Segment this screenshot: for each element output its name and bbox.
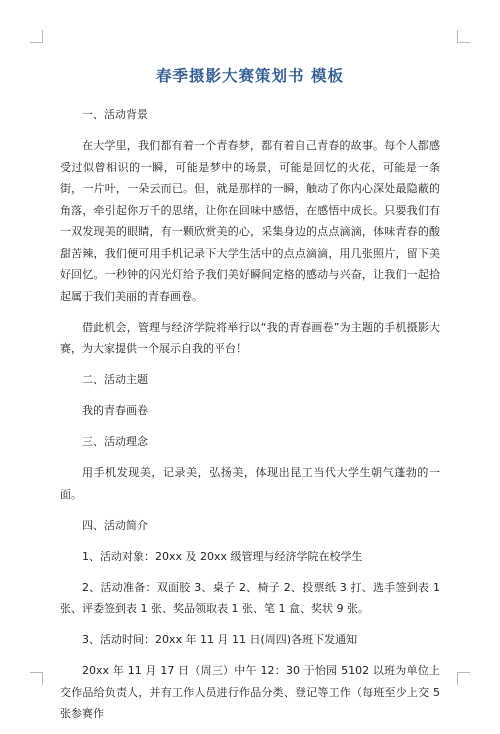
paragraph-preparation: 2、活动准备：双面胶 3、桌子 2、椅子 2、投票纸 3 打、选手签到表 1 张、评委签到表 1 张、奖品领取表 1 张、笔 1 盒、奖状 9 张。	[60, 580, 440, 615]
crop-mark-bottom-left	[30, 672, 43, 685]
document-title: 春季摄影大赛策划书 模板	[156, 67, 344, 85]
paragraph-concept: 用手机发现美，记录美，弘扬美，体现出昆工当代大学生朝气蓬勃的一面。	[60, 466, 440, 501]
paragraph-opportunity: 借此机会，管理与经济学院将举行以“我的青春画卷”为主题的手机摄影大赛，为大家提供一个展示自我的平台！	[60, 320, 440, 355]
section-heading-overview: 四、活动简介	[82, 518, 148, 532]
section-heading-concept: 三、活动理念	[82, 435, 148, 448]
crop-mark-bottom-right	[457, 672, 470, 685]
section-heading-background: 一、活动背景	[82, 108, 148, 121]
crop-mark-top-right	[457, 30, 470, 43]
paragraph-theme: 我的青春画卷	[82, 404, 148, 417]
document-body	[60, 104, 440, 734]
paragraph-schedule: 20xx 年 11 月 17 日（周三）中午 12：30 于怡园 5102 以班为单位上交作品给负责人，并有工作人员进行作品分类、登记等工作（每班至少上交 5 张参赛作	[60, 664, 440, 720]
paragraph-time: 3、活动时间：20xx 年 11 月 11 日(周四)各班下发通知	[82, 633, 358, 646]
paragraph-background: 在大学里，我们都有着一个青春梦，都有着自己青春的故事。每个人都感受过似曾相识的一瞬，可能是梦中的场景，可能是回忆的火花，可能是一条街，一片叶，一朵云而已。但，就是那样的一瞬，触动了你内心深处最隐蔽的角落，牵引起你万千的思绪，让你在回味中感悟，在感悟中成长。只要我们有一双发现美的眼睛，有一颗欣赏美的心，采集身边的点点滴滴，体味青春的酸甜苦辣，我们便可用手机记录下大学生活中的点点滴滴，用几张照片，留下美好回忆。一秒钟的闪光灯给予我们美好瞬间定格的感动与兴奋，让我们一起拾起属于我们美丽的青春画卷。	[60, 139, 440, 303]
crop-mark-top-left	[30, 30, 43, 43]
section-heading-theme: 二、活动主题	[82, 373, 148, 386]
paragraph-participants: 1、活动对象：20xx 及 20xx 级管理与经济学院在校学生	[82, 549, 363, 563]
